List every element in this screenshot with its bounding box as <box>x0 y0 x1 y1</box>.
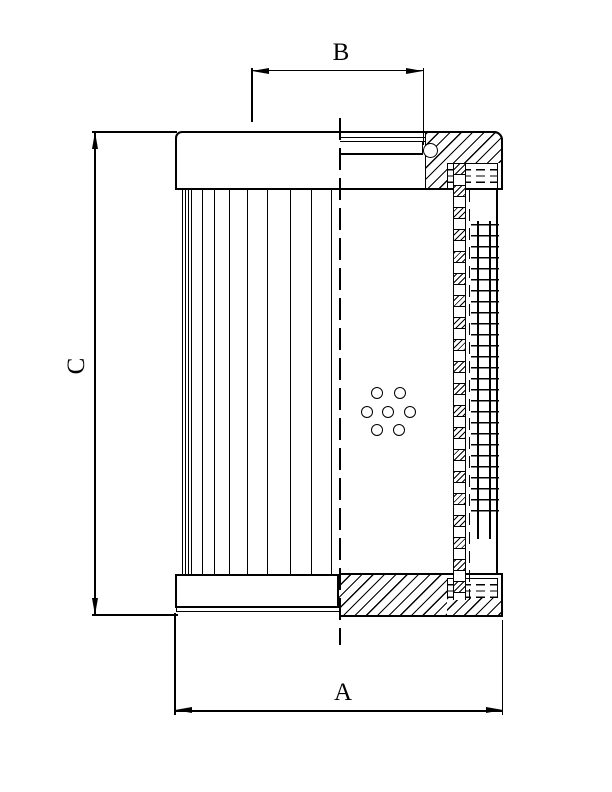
pleat-line <box>290 190 291 574</box>
dimension-a-arrow-left-icon <box>175 707 192 713</box>
dimension-b-arrow-left-icon <box>252 68 269 74</box>
dimension-c-label: C <box>63 357 90 375</box>
center-axis-line <box>339 118 340 645</box>
pleat-line <box>191 190 192 574</box>
dimension-b-label: B <box>332 39 350 66</box>
pleat-line <box>188 190 189 574</box>
wire-mesh-wire <box>477 221 478 539</box>
pleat-line <box>182 190 183 574</box>
hole <box>371 424 383 436</box>
thread-groove-line-bottom <box>340 153 423 154</box>
wire-mesh-wire <box>489 221 490 539</box>
dimension-c-arrow-down-icon <box>92 598 98 615</box>
bottom-end-cap-section-hatch <box>339 574 447 617</box>
pleat-line <box>202 190 203 574</box>
pleat-line <box>185 190 186 574</box>
dimension-b-extension-left <box>251 68 252 122</box>
dimension-c-arrow-up-icon <box>92 132 98 149</box>
dimension-b-extension-right <box>423 68 424 145</box>
pleat-line <box>267 190 268 574</box>
hole <box>382 406 394 418</box>
pleat-line <box>331 190 332 574</box>
bottom-end-cap-section-hatch-outer <box>447 598 503 617</box>
dimension-b-line <box>252 70 423 71</box>
dimension-a-label: A <box>333 679 353 706</box>
dimension-a-arrow-right-icon <box>486 707 503 713</box>
dimension-a-line <box>175 710 503 711</box>
dimension-c-extension-top <box>92 131 177 132</box>
pleat-line <box>311 190 312 574</box>
top-cap-outer-rim <box>497 163 503 190</box>
bottom-end-cap-lip <box>176 608 339 613</box>
hole <box>404 406 416 418</box>
dimension-b-arrow-right-icon <box>406 68 423 74</box>
perforated-support-tube <box>453 163 467 600</box>
dimension-c-extension-bottom <box>92 614 178 615</box>
bottom-cap-top-edge <box>339 573 503 575</box>
bottom-end-cap <box>175 574 339 608</box>
hole <box>371 387 383 399</box>
dimension-c-line <box>94 132 95 615</box>
bottom-cap-bottom-edge <box>339 615 503 617</box>
o-ring-seal <box>423 143 438 158</box>
pleat-line <box>247 190 248 574</box>
thread-groove-line-top <box>340 137 425 138</box>
dimension-a-extension-right <box>502 620 503 715</box>
thread-groove-line-mid <box>340 141 425 142</box>
hole <box>361 406 373 418</box>
wire-mesh-grid <box>471 224 499 516</box>
media-phantom-line <box>469 190 470 600</box>
hole <box>393 424 405 436</box>
pleat-line <box>214 190 215 574</box>
pleat-line <box>229 190 230 574</box>
hole <box>394 387 406 399</box>
bottom-cap-right-edge <box>501 574 503 617</box>
dimension-a-extension-left <box>174 613 175 715</box>
